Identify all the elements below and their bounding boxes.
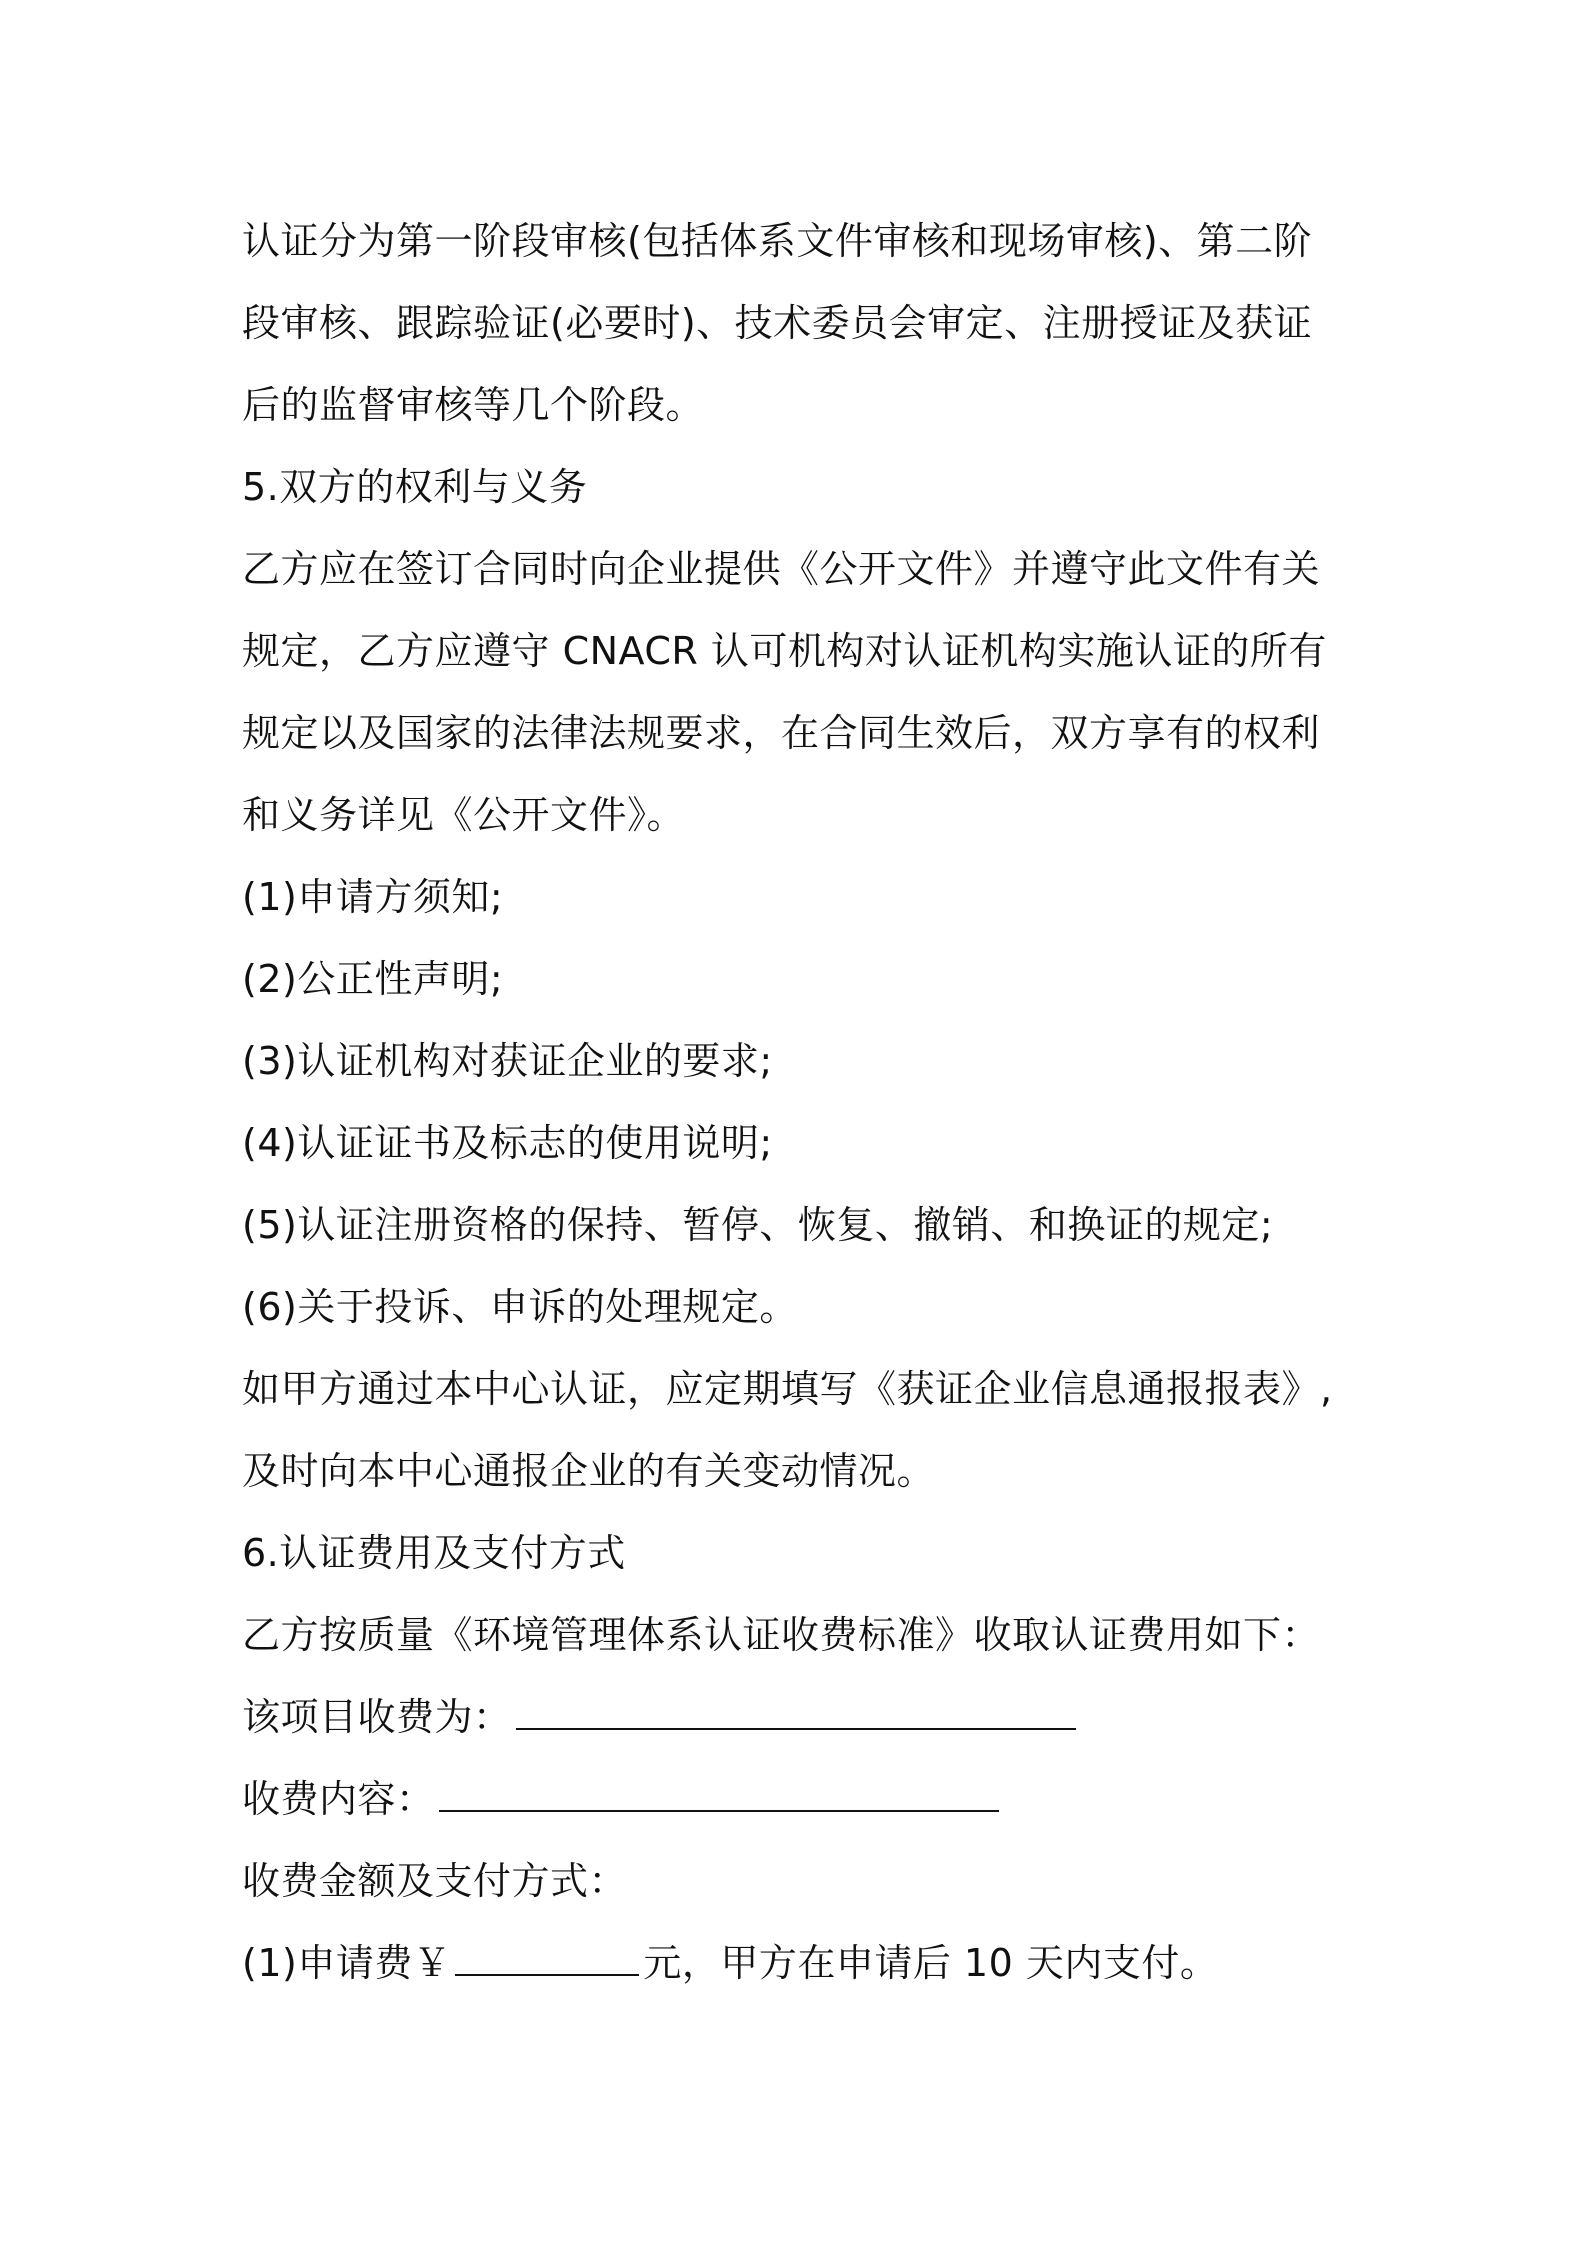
list-item: (1)申请方须知; [242,875,504,919]
paragraph-line: 乙方按质量《环境管理体系认证收费标准》收取认证费用如下： [242,1613,1321,1657]
list-item: (3)认证机构对获证企业的要求; [242,1039,773,1083]
fee-apply-suffix: 元，甲方在申请后 10 天内支付。 [643,1941,1219,1985]
fee-project-label: 该项目收费为： [242,1695,512,1739]
fee-content-label: 收费内容： [242,1777,435,1821]
fee-apply-row [242,1922,1382,2004]
paragraph-line: 如甲方通过本中心认证，应定期填写《获证企业信息通报报表》, [242,1367,1333,1411]
fee-amount-label: 收费金额及支付方式： [242,1859,628,1903]
paragraph-line: 认证分为第一阶段审核(包括体系文件审核和现场审核)、第二阶 [242,219,1313,263]
paragraph-line: 和义务详见《公开文件》。 [242,793,686,837]
paragraph-line: 规定以及国家的法律法规要求，在合同生效后，双方享有的权利 [242,711,1321,755]
fee-content-row [242,1758,1382,1840]
paragraph-line: 及时向本中心通报企业的有关变动情况。 [242,1449,936,1493]
paragraph-line: 段审核、跟踪验证(必要时)、技术委员会审定、注册授证及获证 [242,301,1313,345]
fee-content-blank[interactable] [439,1780,999,1812]
list-item: (4)认证证书及标志的使用说明; [242,1121,773,1165]
paragraph-line: 乙方应在签订合同时向企业提供《公开文件》并遵守此文件有关 [242,547,1321,591]
section-heading-fees: 6.认证费用及支付方式 [242,1531,626,1575]
fee-project-row [242,1676,1382,1758]
section-heading-rights: 5.双方的权利与义务 [242,465,588,509]
fee-apply-blank[interactable] [455,1944,639,1976]
fee-project-blank[interactable] [516,1698,1076,1730]
list-item: (2)公正性声明; [242,957,504,1001]
list-item: (5)认证注册资格的保持、暂停、恢复、撤销、和换证的规定; [242,1203,1274,1247]
fee-apply-prefix: (1)申请费￥ [242,1941,452,1985]
paragraph-line: 后的监督审核等几个阶段。 [242,383,705,427]
list-item: (6)关于投诉、申诉的处理规定。 [242,1285,798,1329]
document-body [242,200,1382,2004]
paragraph-line: 规定，乙方应遵守 CNACR 认可机构对认证机构实施认证的所有 [242,629,1327,673]
